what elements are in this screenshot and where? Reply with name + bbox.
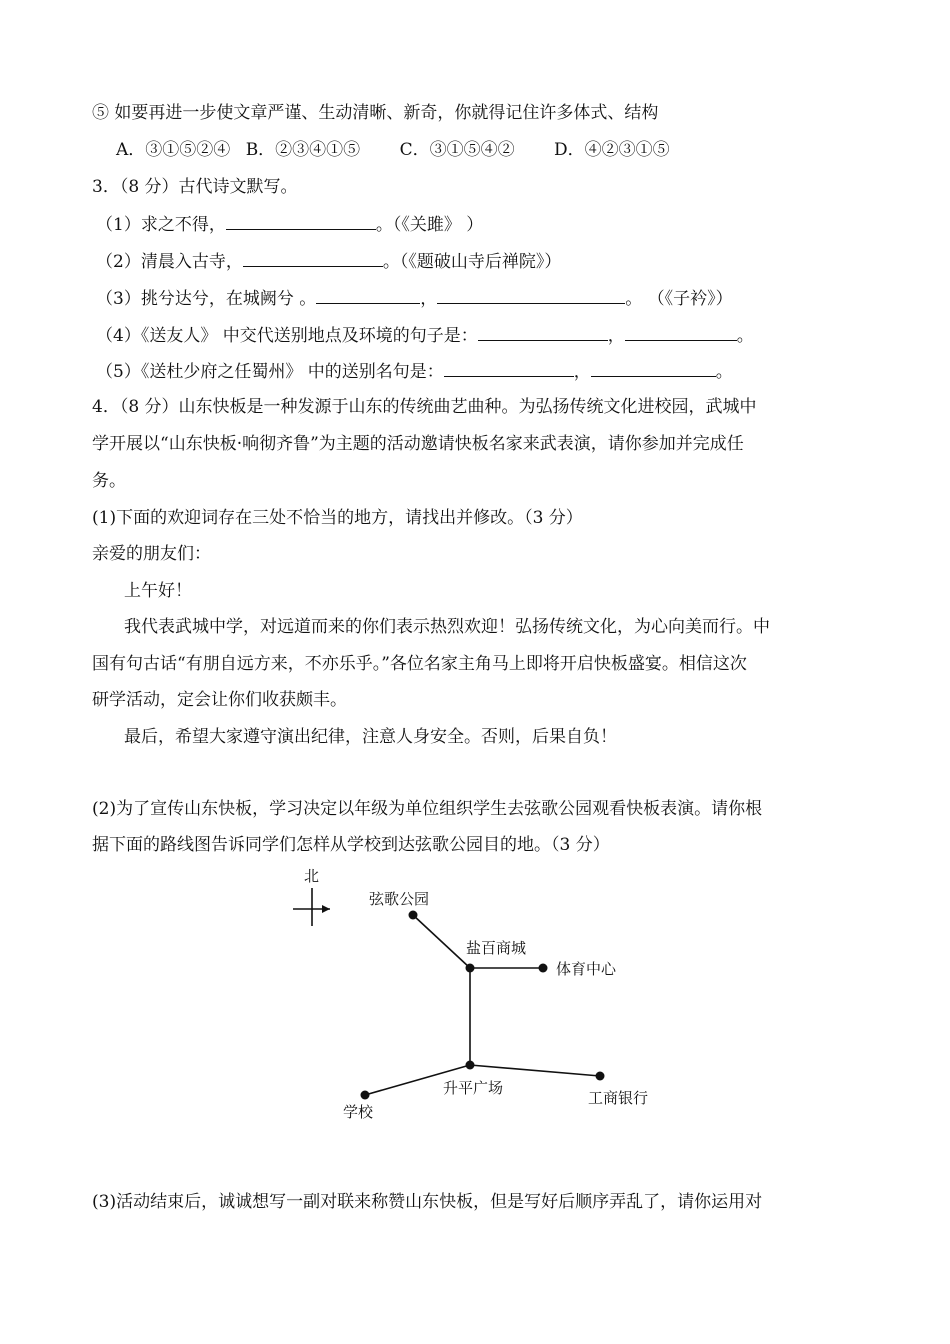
question-3-4-prompt: （4）《送友人》 中交代送别地点及环境的句子是：	[96, 326, 478, 346]
question-3-1	[96, 211, 483, 237]
question-3-2-prompt: （2）清晨入古寺，	[96, 252, 243, 272]
comma: ，	[573, 362, 591, 382]
answer-blank[interactable]	[444, 358, 574, 377]
option-c: C．③①⑤④②	[399, 140, 515, 160]
question-3-3-source: 。 （《子衿》）	[625, 289, 733, 309]
answer-blank[interactable]	[316, 285, 420, 304]
option-d: D．④②③①⑤	[554, 140, 670, 160]
question-3-5-prompt: （5）《送杜少府之任蜀州》 中的送别名句是：	[96, 362, 444, 382]
answer-blank[interactable]	[625, 322, 737, 341]
question-3-1-prompt: （1）求之不得，	[96, 215, 226, 235]
north-arrow-icon	[293, 888, 330, 926]
answer-blank[interactable]	[478, 322, 608, 341]
question-3-title: 3．（8 分）古代诗文默写。	[92, 177, 298, 197]
period: 。	[736, 326, 754, 346]
mall-node	[466, 964, 475, 973]
speech-paragraph-1-line-3: 研学活动，定会让你们收获颇丰。	[92, 690, 347, 710]
answer-blank[interactable]	[226, 211, 376, 230]
speech-paragraph-2: 最后，希望大家遵守演出纪律，注意人身安全。否则，后果自负！	[124, 727, 617, 747]
answer-blank[interactable]	[437, 285, 625, 304]
bank-node	[596, 1072, 605, 1081]
park-label: 弦歌公园	[369, 890, 430, 908]
option-5-text: ⑤ 如要再进一步使文章严谨、生动清晰、新奇，你就得记住许多体式、结构	[92, 103, 659, 123]
square-node	[466, 1061, 475, 1070]
question-4-text-3: 务。	[92, 471, 126, 491]
sports-node	[539, 964, 548, 973]
road-park-mall	[413, 915, 470, 968]
question-4-1: (1)下面的欢迎词存在三处不恰当的地方，请找出并修改。（3 分）	[92, 508, 583, 528]
question-3-2-source: 。（《题破山寺后禅院》）	[382, 252, 562, 272]
question-4-2-line-2: 据下面的路线图告诉同学们怎样从学校到达弦歌公园目的地。（3 分）	[92, 835, 610, 855]
park-node	[409, 911, 418, 920]
period: 。	[715, 362, 733, 382]
greeting: 亲爱的朋友们：	[92, 544, 211, 564]
question-3-1-source: 。（《关雎》 ）	[375, 215, 484, 235]
option-b: B．②③④①⑤	[245, 140, 361, 160]
question-3-2	[96, 248, 561, 274]
comma: ，	[607, 326, 625, 346]
square-label: 升平广场	[443, 1079, 504, 1097]
question-3-4	[96, 322, 754, 348]
speech-paragraph-1-line-2: 国有句古话“有朋自远方来，不亦乐乎。”各位名家主角马上即将开启快板盛宴。相信这次	[92, 654, 747, 674]
school-label: 学校	[343, 1103, 374, 1121]
question-4-text-2: 学开展以“山东快板·响彻齐鲁”为主题的活动邀请快板名家来武表演，请你参加并完成任	[92, 434, 744, 454]
speech-paragraph-1-line-1: 我代表武城中学，对远道而来的你们表示热烈欢迎！弘扬传统文化，为心向美而行。中	[124, 617, 770, 637]
question-4-text-1: 4．（8 分）山东快板是一种发源于山东的传统曲艺曲种。为弘扬传统文化进校园，武城中	[92, 397, 757, 417]
question-3-3	[96, 285, 733, 311]
route-map	[280, 860, 680, 1130]
road-square-bank	[470, 1065, 600, 1076]
morning-greeting: 上午好！	[124, 581, 192, 601]
north-label: 北	[304, 867, 320, 885]
question-3-3-prompt: （3）挑兮达兮，在城阙兮 。	[96, 289, 317, 309]
question-3-5	[96, 358, 733, 384]
question-4-2-line-1: (2)为了宣传山东快板，学习决定以年级为单位组织学生去弦歌公园观看快板表演。请你根	[92, 799, 763, 819]
answer-blank[interactable]	[591, 358, 716, 377]
school-node	[361, 1091, 370, 1100]
comma: ，	[420, 289, 438, 309]
answer-blank[interactable]	[243, 248, 383, 267]
option-a: A．③①⑤②④	[116, 140, 231, 160]
sports-label: 体育中心	[556, 960, 617, 978]
bank-label: 工商银行	[588, 1089, 649, 1107]
answer-options	[116, 138, 670, 162]
mall-label: 盐百商城	[466, 939, 527, 957]
question-4-3: (3)活动结束后，诚诚想写一副对联来称赞山东快板，但是写好后顺序弄乱了，请你运用对	[92, 1192, 763, 1212]
